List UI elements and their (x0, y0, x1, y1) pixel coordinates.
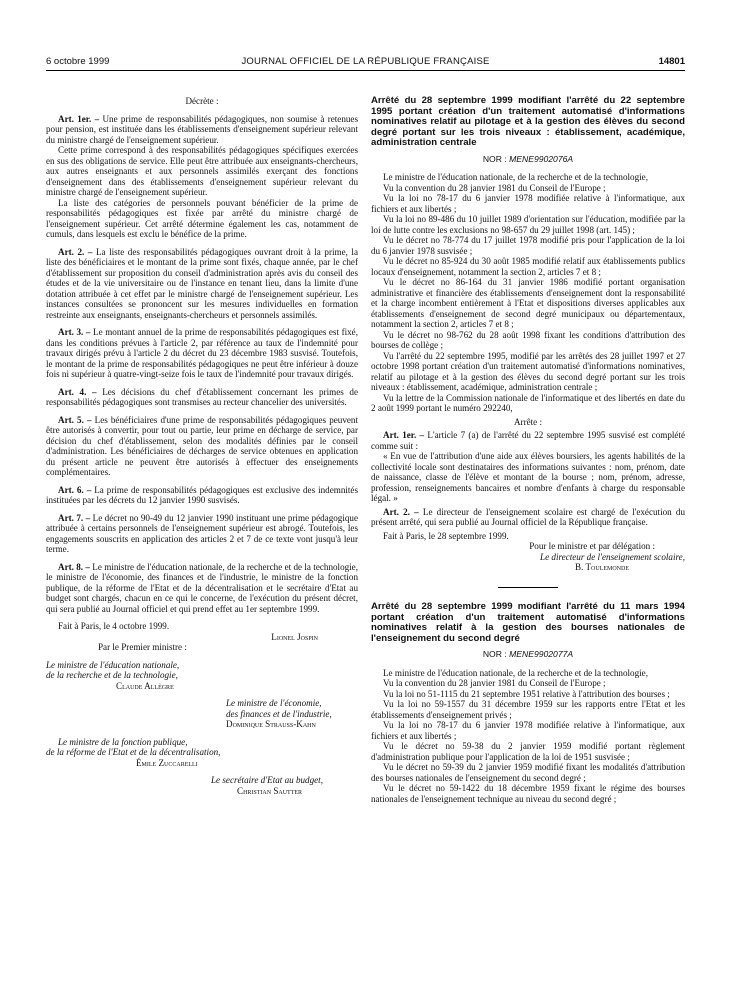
header-page-number: 14801 (658, 56, 685, 67)
arrete-1-article-1 (371, 430, 685, 451)
article-1-text: Une prime de responsabilités pédagogiques, non soumise à retenues pour pension, est instituée dans les établissements d'enseignement supérieur relevant du ministre chargé de l'enseignement supérieur. (46, 113, 358, 145)
article-3 (46, 327, 358, 380)
article-5-text: Les bénéficiaires d'une prime de responsabilités pédagogiques peuvent être autorisés à convertir, pour tout ou partie, leur prime en décharge de service, par décision du chef d'établissement, selon des modalités définies par le conseil d'administration. Les bénéficiaires de décharges de service obtenues en application du présent article ne peuvent être autorisés à effectuer des enseignements complémentaires. (46, 414, 358, 477)
signature-4-title: Le secrétaire d'Etat au budget, (211, 775, 323, 785)
arrete-1-article-2 (371, 507, 685, 528)
arrete-1-visa: Vu la loi no 89-486 du 10 juillet 1989 d'orientation sur l'éducation, modifiée par la loi de lutte contre les exclusions no 98-657 du 29 juillet 1998 (art. 145) ; (371, 214, 685, 235)
article-3-label: Art. 3. – (58, 327, 91, 337)
arrete-2-visa: Vu le décret no 59-1422 du 18 décembre 1959 fixant le régime des bourses nationales de l'enseignement technique au niveau du second degré ; (371, 783, 685, 804)
arrete-1-article-2-label: Art. 2. – (383, 506, 419, 517)
arrete-2-visa: Vu la loi no 59-1557 du 31 décembre 1959 sur les rapports entre l'Etat et les établissements d'enseignement privés ; (371, 699, 685, 720)
signature-block-3 (46, 737, 358, 769)
arrete-2-visa: Vu la convention du 28 janvier 1981 du Conseil de l'Europe ; (383, 678, 606, 689)
signature-2-title-a: Le ministre de l'économie, (226, 698, 322, 708)
arrete-2-nor-label: NOR : (482, 649, 507, 660)
article-6 (46, 485, 358, 506)
arrete-1-visa: Vu le décret no 78-774 du 17 juillet 1978 modifié pris pour l'application de la loi du 6 janvier 1978 susvisée ; (371, 235, 685, 256)
article-7-label: Art. 7. – (58, 512, 91, 523)
signature-1-name: Claude Allègre (116, 680, 174, 691)
page-header (46, 54, 685, 71)
article-1-label: Art. 1er. – (58, 113, 100, 124)
signature-2-title-b: des finances et de l'industrie, (226, 708, 332, 719)
arrete-1-visa: Vu le décret no 86-164 du 31 janvier 1986 modifié portant organisation administrative et financière des établissements d'enseignement dont la responsabilité et la charge incombent entièrement à l'Etat et dispositions diverses applicables aux établissements d'enseignement de second degré municipaux ou départementaux, notamment la section 2, articles 7 et 8 ; (371, 277, 685, 330)
arrete-2-title: Arrêté du 28 septembre 1999 modifiant l'arrêté du 11 mars 1994 portant création d'un traitement automatisé d'informations nominatives relatif à la gestion des bourses nationales de l'enseignement du second degré (371, 600, 685, 644)
article-4-label: Art. 4. – (58, 386, 97, 397)
arrete-1-signature-b: Le directeur de l'enseignement scolaire, (540, 551, 685, 562)
signature-4-name: Christian Sautter (237, 785, 303, 796)
article-8-label: Art. 8. – (58, 561, 90, 572)
left-column (46, 96, 358, 976)
arrete-1-visa: Vu le décret no 85-924 du 30 août 1985 modifié relatif aux établissements publics locaux d'enseignement, notamment la section 2, articles 7 et 8 ; (371, 256, 685, 277)
arrete-2-nor (371, 649, 685, 660)
signature-1-title-b: de la recherche et de la technologie, (46, 670, 178, 680)
arrete-1-article-1-text: L'article 7 (a) de l'arrêté du 22 septembre 1995 susvisé est complété comme suit : (371, 430, 685, 451)
signature-block-1 (46, 660, 358, 692)
article-5 (46, 415, 358, 478)
article-2-label: Art. 2. – (58, 246, 93, 257)
section-divider (498, 587, 558, 588)
decrete-heading: Décrète : (185, 96, 219, 106)
signature-premier-ministre: Lionel Jospin (271, 631, 318, 642)
article-6-text: La prime de responsabilités pédagogiques est exclusive des indemnités instituées par les décrets du 12 janvier 1990 susvisés. (46, 484, 358, 505)
arrete-2-visa: Vu le décret no 59-38 du 2 janvier 1959 modifié portant règlement d'administration publique pour l'application de la loi de 1951 susvisée ; (371, 741, 685, 762)
article-5-label: Art. 5. – (58, 414, 92, 425)
arrete-1-article-1-label: Art. 1er. – (383, 430, 425, 441)
article-1-paragraph-2: Cette prime correspond à des responsabilités pédagogiques spécifiques exercées en sus des obligations de service. Elle peut être attribuée aux enseignants-chercheurs, aux autres enseignants et aux personnels assimilés exerçant des fonctions d'enseignement dans des établissements d'enseignement supérieur relevant du ministre chargé de l'enseignement supérieur. (46, 145, 358, 197)
arrete-1-visas (371, 172, 685, 414)
arrete-1-arrete-heading: Arrête : (513, 416, 543, 427)
arrete-2-visa: Vu la loi no 51-1115 du 21 septembre 1951 relative à l'attribution des bourses ; (383, 688, 670, 699)
signature-2-name: Dominique Strauss-Kahn (226, 719, 316, 729)
signature-1-title-a: Le ministre de l'éducation nationale, (46, 659, 180, 670)
arrete-2-nor-code: MENE9902077A (509, 649, 574, 660)
arrete-1-visa: Vu la convention du 28 janvier 1981 du Conseil de l'Europe ; (383, 182, 606, 193)
arrete-2-visa: Vu la loi no 78-17 du 6 janvier 1978 modifiée relative à l'informatique, aux fichiers et aux libertés ; (371, 720, 685, 741)
arrete-2-visa: Vu le décret no 59-39 du 2 janvier 1959 modifié fixant les modalités d'attribution des bourses nationales de l'enseignement du second degré ; (371, 762, 685, 783)
arrete-1-nor-label: NOR : (482, 153, 507, 164)
arrete-1-nor-code: MENE9902076A (509, 153, 574, 164)
arrete-1-nor (371, 154, 685, 165)
par-le-premier-ministre: Par le Premier ministre : (98, 642, 187, 652)
signature-block-2 (46, 698, 358, 730)
arrete-2-visa: Le ministre de l'éducation nationale, de la recherche et de la technologie, (383, 667, 648, 678)
arrete-1-article-2-text: Le directeur de l'enseignement scolaire est chargé de l'exécution du présent arrêté, qui sera publié au Journal officiel de la République française. (371, 506, 685, 528)
arrete-1-visa: Vu l'arrêté du 22 septembre 1995, modifié par les arrêtés des 28 juillet 1997 et 27 octobre 1998 portant création d'un traitement automatisé d'informations nominatives, relatif au pilotage et à la gestion des élèves du second degré portant sur les trois niveaux : établissement, académique, administration centrale ; (371, 350, 685, 393)
article-7 (46, 513, 358, 555)
article-1 (46, 114, 358, 146)
arrete-1-visa: Le ministre de l'éducation nationale, de la recherche et de la technologie, (383, 172, 648, 183)
article-2-text: La liste des responsabilités pédagogiques ouvrant droit à la prime, la liste des bénéficiaires et le montant de la prime sont fixés, chaque année, par le chef d'établissement sur proposition du conseil d'administration après avis du conseil des études et de la vie universitaire ou de l'instance en tenant lieu, dans la limite d'une dotation attribuée à cet effet par le ministre chargé de l'enseignement supérieur. Les instances consultées se prononcent sur les mesures individuelles en formation restreinte aux enseignants, enseignants-chercheurs et personnels assimilés. (46, 246, 358, 320)
article-3-text: Le montant annuel de la prime de responsabilités pédagogiques est fixé, dans les conditions prévues à l'article 2, par référence au taux de l'indemnité pour travaux dirigés prévu à l'article 2 du décret du 23 décembre 1983 susvisé. Toutefois, le montant de la prime de responsabilités pédagogiques ne peut être inférieur à douze fois ni supérieur à quatre-vingt-seize fois le taux de l'indemnité pour travaux dirigés. (46, 327, 358, 379)
arrete-1-quote: « En vue de l'attribution d'une aide aux élèves boursiers, les agents habilités de la collectivité locale sont destinataires des informations suivantes : nom, prénom, date de naissance, classe de l'élève et montant de la bourse ; nom, prénom, adresse, profession, renseignements bancaires et nombre d'enfants à charge du responsable légal. » (371, 451, 685, 504)
arrete-1-signature-name: B. Toulemonde (575, 562, 629, 573)
arrete-2-visas (371, 668, 685, 805)
signature-3-title-b: de la réforme de l'Etat et de la décentralisation, (46, 747, 221, 757)
article-8-text: Le ministre de l'éducation nationale, de la recherche et de la technologie, le ministre de l'économie, des finances et de l'industrie, le ministre de la fonction publique, de la réforme de l'Etat et de la décentralisation et le secrétaire d'Etat au budget sont chargés, chacun en ce qui le concerne, de l'exécution du présent décret, qui sera publié au Journal officiel et qui prend effet au 1er septembre 1999. (46, 561, 358, 614)
signature-block-4 (46, 775, 358, 796)
article-7-text: Le décret no 90-49 du 12 janvier 1990 instituant une prime pédagogique attribuée à certains personnels de l'enseignement supérieur est abrogé. Toutefois, les engagements souscrits en application des articles 2 et 7 de ce texte vont jusqu'à leur terme. (46, 512, 358, 554)
header-date: 6 octobre 1999 (46, 56, 110, 67)
signature-3-title-a: Le ministre de la fonction publique, (58, 736, 188, 747)
article-1-paragraph-3: La liste des catégories de personnels pouvant bénéficier de la prime de responsabilités pédagogiques est fixée par arrêté du ministre chargé de l'enseignement supérieur. Cet arrêté détermine également les cas, notamment de cumuls, dans lesquels est exclu le bénéfice de la prime. (46, 197, 358, 239)
arrete-1-signature-a: Pour le ministre et par délégation : (529, 541, 655, 552)
right-column (371, 96, 685, 976)
fait-a-paris: Fait à Paris, le 4 octobre 1999. (58, 621, 170, 631)
article-4 (46, 387, 358, 408)
article-6-label: Art. 6. – (58, 484, 92, 495)
arrete-1-visa: Vu la lettre de la Commission nationale de l'informatique et des libertés en date du 2 août 1999 portant le numéro 292240, (371, 392, 685, 414)
arrete-1-fait: Fait à Paris, le 28 septembre 1999. (383, 530, 509, 541)
article-4-text: Les décisions du chef d'établissement concernant les primes de responsabilités pédagogiques sont transmises au recteur chancelier des universités. (46, 386, 358, 407)
signature-3-name: Émile Zuccarelli (136, 757, 198, 768)
article-2 (46, 247, 358, 321)
arrete-1-visa: Vu la loi no 78-17 du 6 janvier 1978 modifiée relative à l'informatique, aux fichiers et aux libertés ; (371, 193, 685, 214)
article-8 (46, 562, 358, 615)
arrete-1-visa: Vu le décret no 98-762 du 28 août 1998 fixant les conditions d'attribution des bourses de collège ; (371, 329, 685, 351)
header-journal-title: JOURNAL OFFICIEL DE LA RÉPUBLIQUE FRANÇAISE (241, 56, 490, 67)
arrete-1-title: Arrêté du 28 septembre 1999 modifiant l'arrêté du 22 septembre 1995 portant création d'un traitement automatisé d'informations nominatives relatif au pilotage et à la gestion des élèves du second degré portant sur les trois niveaux : établissement, académique, administration centrale (371, 96, 685, 149)
